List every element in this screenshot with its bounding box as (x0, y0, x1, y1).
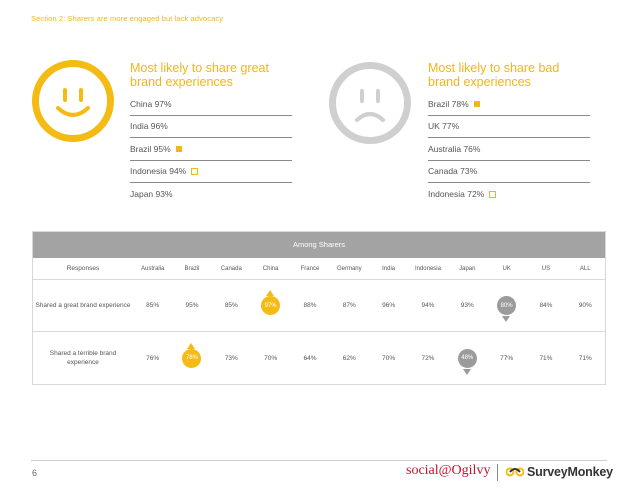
ranking-item-text: India 96% (130, 121, 168, 132)
table-cell (212, 332, 251, 384)
column-header: Germany (336, 265, 362, 272)
cell-value: 80% (500, 302, 513, 309)
cell-value: 90% (578, 302, 592, 309)
column-header: India (382, 265, 396, 272)
hollow-square-icon (191, 168, 198, 175)
ranking-item-text: Brazil 95% (130, 143, 171, 154)
ranking-item (428, 138, 590, 161)
surveymonkey-text: SurveyMonkey (527, 465, 613, 479)
column-header: Indonesia (414, 265, 441, 272)
cell-value: 76% (146, 354, 160, 362)
arrow-up-icon (266, 290, 274, 296)
table-cell (369, 280, 408, 331)
cell-value: 48% (461, 355, 474, 361)
highest-value-badge (182, 349, 201, 368)
ranking-item (428, 116, 590, 139)
cell-value: 97% (264, 302, 277, 309)
column-header: Japan (459, 265, 476, 272)
column-header: Responses (66, 265, 100, 272)
cell-value: 78% (185, 355, 198, 361)
ranking-item-text: UK 77% (428, 121, 460, 132)
column-header: Canada (220, 265, 242, 272)
table-cell (212, 280, 251, 331)
surveymonkey-icon (506, 465, 524, 479)
footer-divider (31, 460, 607, 461)
cell-value: 70% (264, 354, 278, 362)
row-label: Shared a terrible brand experience (49, 350, 117, 366)
table-cell (487, 332, 526, 384)
sharers-table (32, 231, 606, 385)
cell-value: 71% (539, 354, 553, 362)
table-cell (487, 280, 526, 331)
cell-value: 84% (539, 302, 553, 309)
highest-value-badge (261, 296, 280, 315)
column-header: Brazil (184, 265, 200, 272)
ranking-item-text: Canada 73% (428, 166, 478, 177)
ranking-item-text: Indonesia 94% (130, 166, 187, 177)
table-cell (566, 280, 605, 331)
cell-value: 85% (146, 302, 160, 309)
smiley-face-icon (32, 60, 114, 142)
ranking-item (130, 138, 292, 161)
cell-value: 62% (342, 354, 356, 362)
surveymonkey-logo (506, 465, 613, 479)
ranking-item (428, 93, 590, 116)
column-header-row (33, 258, 605, 280)
cell-value: 73% (224, 354, 238, 362)
table-cell (526, 332, 565, 384)
cell-value: 64% (303, 354, 317, 362)
table-cell (408, 280, 447, 331)
table-cell (330, 280, 369, 331)
row-label: Shared a great brand experience (35, 302, 131, 309)
table-cell (172, 280, 211, 331)
cell-value: 95% (185, 302, 199, 309)
ranking-item-text: China 97% (130, 98, 172, 109)
lowest-value-badge (497, 296, 516, 315)
cell-value: 72% (421, 354, 435, 362)
ranking-item (428, 183, 590, 206)
great-ranking-list (130, 93, 292, 206)
filled-square-icon (176, 146, 182, 152)
social-ogilvy-logo: social@Ogilvy (406, 463, 491, 478)
table-row (33, 280, 605, 332)
ranking-item-text: Japan 93% (130, 189, 173, 200)
ranking-item (428, 161, 590, 184)
table-body (33, 280, 605, 384)
table-cell (448, 332, 487, 384)
great-panel-title: Most likely to share great brand experiences (130, 61, 269, 89)
ranking-item (130, 93, 292, 116)
filled-square-icon (474, 101, 480, 107)
arrow-down-icon (502, 316, 510, 322)
cell-value: 93% (460, 302, 474, 309)
table-cell (133, 332, 172, 384)
column-header: UK (502, 265, 511, 272)
ranking-item-text: Indonesia 72% (428, 189, 485, 200)
table-cell (251, 280, 290, 331)
arrow-down-icon (463, 369, 471, 375)
cell-value: 96% (382, 302, 396, 309)
column-header: US (541, 265, 551, 272)
cell-value: 88% (303, 302, 317, 309)
cell-value: 77% (500, 354, 514, 362)
cell-value: 94% (421, 302, 435, 309)
bad-ranking-list (428, 93, 590, 206)
bad-experiences-panel (428, 61, 590, 206)
table-cell (290, 280, 329, 331)
section-title: Section 2: Sharers are more engaged but lack advocacy (31, 14, 224, 23)
bad-panel-title: Most likely to share bad brand experiences (428, 61, 560, 89)
ranking-item-text: Australia 76% (428, 143, 481, 154)
lowest-value-badge (458, 349, 477, 368)
cell-value: 71% (578, 354, 592, 362)
column-header: Australia (140, 265, 165, 272)
table-cell (526, 280, 565, 331)
cell-value: 87% (342, 302, 356, 309)
table-cell (290, 332, 329, 384)
ranking-item-text: Brazil 78% (428, 98, 469, 109)
column-header: France (300, 265, 320, 272)
table-cell (172, 332, 211, 384)
table-header: Among Sharers (33, 232, 605, 258)
great-experiences-panel (130, 61, 292, 206)
table-cell (330, 332, 369, 384)
ranking-item (130, 183, 292, 206)
table-row (33, 332, 605, 384)
arrow-up-icon (187, 343, 195, 349)
column-header: ALL (579, 265, 591, 272)
ranking-item (130, 161, 292, 184)
table-cell (133, 280, 172, 331)
table-cell (448, 280, 487, 331)
logo-divider (497, 464, 498, 481)
cell-value: 85% (224, 302, 238, 309)
page-number: 6 (32, 468, 38, 478)
table-cell (369, 332, 408, 384)
hollow-square-icon (489, 191, 496, 198)
cell-value: 70% (382, 354, 396, 362)
sad-face-icon (329, 62, 411, 144)
table-cell (566, 332, 605, 384)
table-cell (251, 332, 290, 384)
table-cell (408, 332, 447, 384)
column-header: China (262, 265, 279, 272)
ranking-item (130, 116, 292, 139)
